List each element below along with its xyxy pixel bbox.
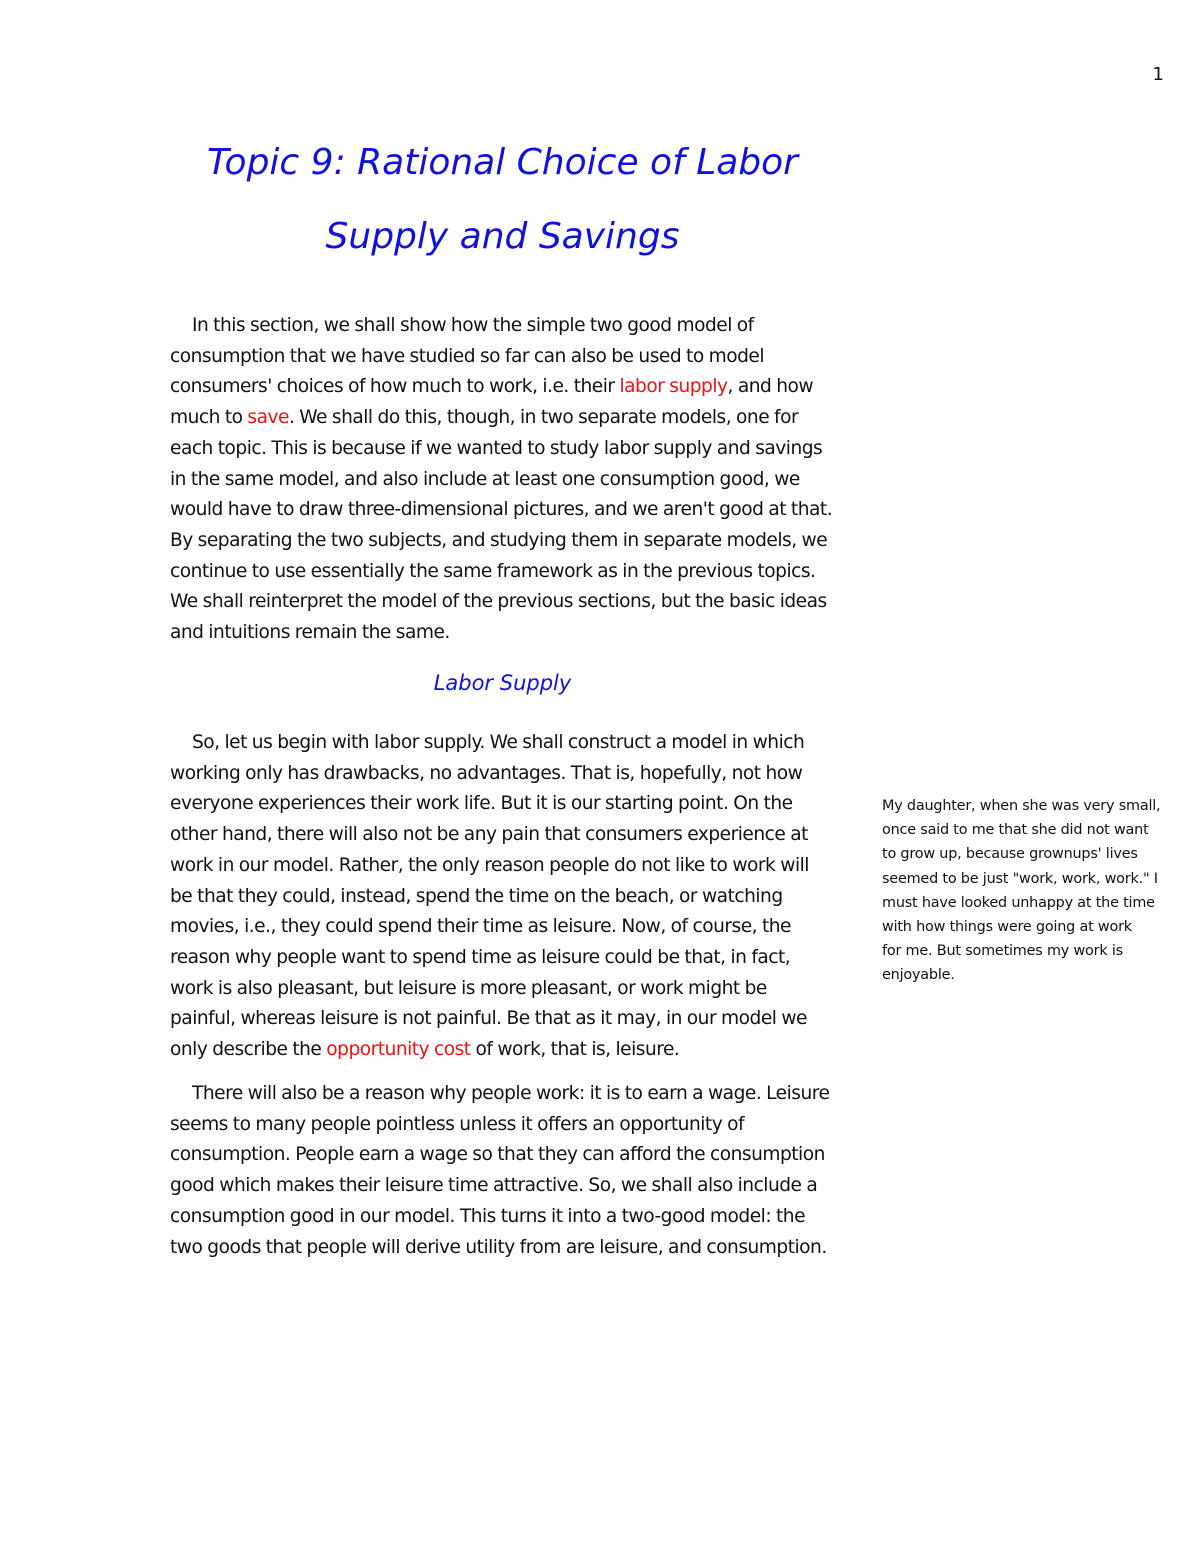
section-heading-labor-supply: Labor Supply <box>433 671 572 695</box>
margin-note-line: seemed to be just "work, work, work." I <box>882 870 1158 887</box>
labor-supply-paragraph-1 <box>170 728 835 1066</box>
margin-note-line: must have looked unhappy at the time <box>882 894 1155 911</box>
page-number: 1 <box>1152 64 1164 85</box>
intro-section <box>170 311 835 649</box>
paragraph <box>170 728 835 1066</box>
paragraph-text-1: So, let us begin with labor supply. We shall construct a model in which working only has drawbacks, no advantages. That is, hopefully, not how everyone experiences their work life. But it is our starting point. On the other hand, there will also not be any pain that consumers experience at work in our model. Rather, the only reason people do not like to work will be that they could, instead, spend the time on the beach, or watching movies, i.e., they could spend their time as leisure. Now, of course, the reason why people want to spend time as leisure could be that, in fact, work is also pleasant, but leisure is more pleasant, or work might be painful, whereas leisure is not painful. Be that as it may, in our model we only describe the <box>170 732 809 1061</box>
intro-paragraph <box>170 311 835 649</box>
term-save: save <box>247 407 289 429</box>
margin-note-line: My daughter, when she was very small, <box>882 798 1161 814</box>
margin-note-line: to grow up, because grownups' lives <box>882 846 1138 863</box>
term-labor-supply: labor supply <box>619 376 728 398</box>
margin-note-line: with how things were going at work <box>882 919 1132 936</box>
term-opportunity-cost: opportunity cost <box>326 1039 471 1061</box>
margin-note-line: for me. But sometimes my work is <box>882 943 1123 960</box>
margin-note <box>882 794 1172 988</box>
paragraph: There will also be a reason why people work: it is to earn a wage. Leisure seems to many people pointless unless it offers an opportunity of consumption. People earn a wage so that they can afford the consumption good which makes their leisure time attractive. So, we shall also include a consumption good in our model. This turns it into a two-good model: the two goods that people will derive utility from are leisure, and consumption. <box>170 1083 830 1258</box>
title-line-1: Topic 9: Rational Choice of Labor <box>207 142 798 183</box>
labor-supply-paragraph-2 <box>170 1079 835 1263</box>
intro-text-1: In this section, we shall show how the simple two good model of consumption that we have studied so far can also be used to model consumers' choices of how much to work, i.e. their <box>170 315 765 398</box>
paragraph-text-2: of work, that is, leisure. <box>470 1039 680 1061</box>
title-line-2: Supply and Savings <box>325 216 680 257</box>
page-title <box>120 126 885 274</box>
intro-text-3: . We shall do this, though, in two separate models, one for each topic. This is because if we wanted to study labor supply and savings in the same model, and also include at least one consumption good, we would have to draw three-dimensional pictures, and we aren't good at that. By separating the two subjects, and studying them in separate models, we continue to use essentially the same framework as in the previous topics. We shall reinterpret the model of the previous sections, but the basic ideas and intuitions remain the same. <box>170 407 833 644</box>
margin-note-line: once said to me that she did not want <box>882 822 1149 839</box>
intro-text-2: , and how much to <box>170 376 814 429</box>
margin-note-line: enjoyable. <box>882 967 955 984</box>
